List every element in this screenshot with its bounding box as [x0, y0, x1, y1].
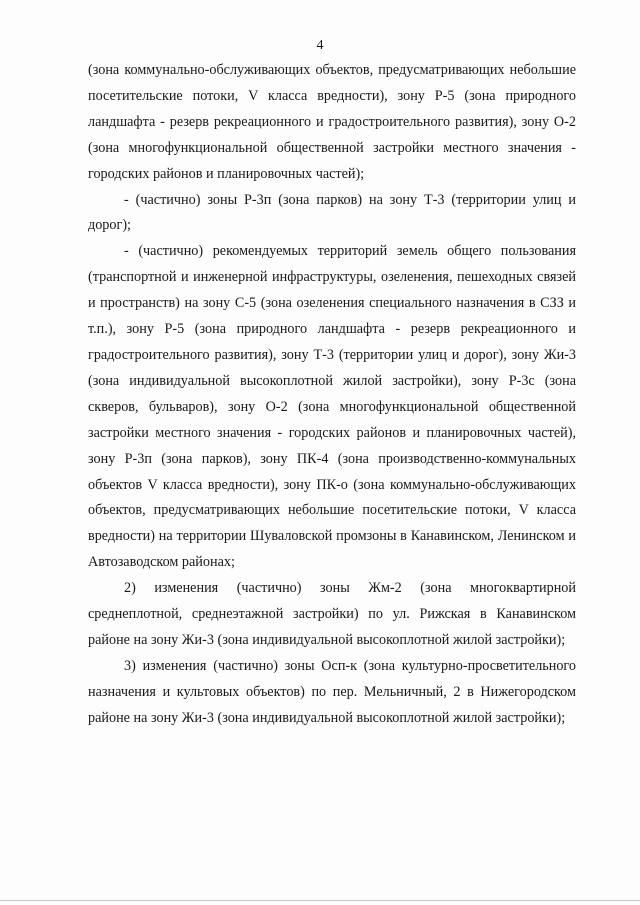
page-bottom-edge [0, 900, 640, 901]
paragraph-item-2: 2) изменения (частично) зоны Жм-2 (зона многоквартирной среднеплотной, среднеэтажной застройки) по ул. Рижская в Канавинском районе на зону Жи-3 (зона индивидуальной высокоплотной жилой застройки); [88, 580, 576, 648]
paragraph-item-3: 3) изменения (частично) зоны Осп-к (зона культурно-просветительного назначения и культовых объектов) по пер. Мельничный, 2 в Нижегородском районе на зону Жи-3 (зона индивидуальной высокоплотной жилой застройки); [88, 657, 576, 726]
paragraph-continuation: (зона коммунально-обслуживающих объектов, предусматривающих небольшие посетительские потоки, V класса вредности), зону Р-5 (зона природного ландшафта - резерв рекреационного и градостроительного развития), зону О-2 (зона многофункциональной общественной застройки местного значения - городских районов и планировочных частей); [88, 62, 576, 182]
document-body [88, 58, 576, 732]
paragraph-public-lands: - (частично) рекомендуемых территорий земель общего пользования (транспортной и инженерной инфраструктуры, озеленения, пешеходных связей и пространств) на зону С-5 (зона озеленения специального назначения в СЗЗ и т.п.), зону Р-5 (зона природного ландшафта - резерв рекреационного и градостроительного развития), зону Т-3 (территории улиц и дорог), зону Жи-3 (зона индивидуальной высокоплотной жилой застройки), зону Р-3с (зона скверов, бульваров), зону О-2 (зона многофункциональной общественной застройки местного значения - городских районов и планировочных частей), зону Р-3п (зона парков), зону ПК-4 (зона производственно-коммунальных объектов V класса вредности), зону ПК-о (зона коммунально-обслуживающих объектов, предусматривающих небольшие посетительские потоки, V класса вредности) на территории Шуваловской промзоны в Канавинском, Ленинском и Автозаводском районах; [88, 243, 576, 571]
page-number: 4 [316, 38, 324, 53]
paragraph-parks-to-streets: - (частично) зоны Р-3п (зона парков) на зону Т-3 (территории улиц и дорог); [88, 191, 576, 234]
